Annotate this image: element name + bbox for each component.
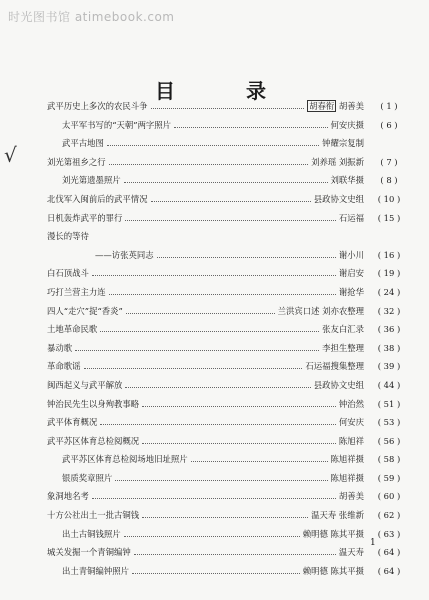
toc-entry-title: 闽西起义与武平解放 (47, 379, 123, 390)
toc-leader-dots (100, 331, 319, 332)
toc-entry (0, 134, 429, 153)
check-mark-icon: √ (4, 143, 17, 167)
toc-entry-author: 钟治然 (338, 398, 364, 409)
toc-entry-author: 胡春衔 胡善美 (309, 101, 364, 111)
toc-entry-title: 武平苏区体育总检阅场地旧址照片 (62, 454, 188, 465)
toc-entry-page: ( 15 ) (377, 212, 401, 223)
toc-entry-page: ( 39 ) (377, 361, 401, 372)
toc-entry (0, 227, 429, 246)
toc-entry (0, 246, 429, 265)
toc-leader-dots (109, 164, 308, 165)
toc-entry-page: ( 44 ) (377, 379, 401, 390)
toc-entry-author: 兰洪宾口述 刘亦农整理 (277, 305, 364, 316)
toc-leader-dots (115, 480, 327, 481)
toc-entry-title: 银质奖章照片 (62, 472, 113, 483)
toc-entry-page: ( 7 ) (380, 156, 398, 167)
toc-leader-dots (109, 294, 336, 295)
toc-entry-page: ( 53 ) (377, 417, 401, 428)
toc-entry-author: 谢抢华 (338, 286, 364, 297)
toc-entry (0, 302, 429, 321)
toc-entry (0, 264, 429, 283)
toc-entry-author: 刘联华摄 (330, 175, 364, 186)
toc-entry (0, 320, 429, 339)
toc-entry-title: 革命歌谣 (47, 361, 81, 372)
toc-entry (0, 339, 429, 358)
toc-leader-dots (92, 498, 336, 499)
toc-leader-dots (124, 182, 328, 183)
toc-entry-author: 何安庆摄 (330, 119, 364, 130)
toc-entry-title: 出土古铜钱照片 (62, 528, 121, 539)
toc-entry (0, 562, 429, 581)
toc-entry-page: ( 36 ) (377, 324, 401, 335)
toc-entry (0, 376, 429, 395)
toc-entry-title: 白石顶战斗 (47, 268, 89, 279)
toc-entry-page: ( 51 ) (377, 398, 401, 409)
toc-entry-author: 何安庆 (338, 417, 364, 428)
toc-entry (0, 171, 429, 190)
toc-entry-author: 温天寿 (338, 547, 364, 558)
toc-leader-dots (142, 517, 308, 518)
toc-entry (0, 357, 429, 376)
toc-entry (0, 283, 429, 302)
toc-leader-dots (174, 127, 327, 128)
toc-entry-title: 城关发掘一个青铜编钟 (47, 547, 131, 558)
toc-entry (0, 487, 429, 506)
toc-entry-page: ( 62 ) (377, 510, 401, 521)
toc-entry-author: 谢小川 (338, 249, 364, 260)
page-number: 1 (370, 538, 376, 548)
toc-entry-title: 四人“走穴”捉“香炎” (47, 305, 123, 316)
toc-entry-author: 温天寿 张维新 (311, 510, 364, 521)
toc-entry (0, 506, 429, 525)
toc-entry-page: ( 38 ) (377, 342, 401, 353)
toc-entry (0, 450, 429, 469)
toc-leader-dots (92, 275, 336, 276)
toc-entry (0, 469, 429, 488)
toc-leader-dots (191, 461, 328, 462)
toc-entry-page: ( 63 ) (377, 528, 401, 539)
toc-entry-title: 刘光第遗墨照片 (62, 175, 121, 186)
toc-leader-dots (75, 350, 319, 351)
toc-entry-author: 钟耀宗复制 (322, 138, 364, 149)
toc-entry-author: 刘养瑶 刘振新 (311, 156, 364, 167)
toc-entry (0, 395, 429, 414)
toc-leader-dots (151, 201, 311, 202)
boxed-author-name: 胡春衔 (309, 101, 335, 111)
toc-entry-page: ( 8 ) (380, 175, 398, 186)
toc-leader-dots (124, 536, 300, 537)
toc-entry-title: 钟治民先生以身殉教事略 (47, 398, 140, 409)
toc-entry (0, 432, 429, 451)
toc-leader-dots (107, 145, 319, 146)
toc-entry-page: ( 1 ) (380, 101, 398, 111)
toc-entry-page: ( 19 ) (377, 268, 401, 279)
toc-entry-author: 陈旭祥摄 (330, 454, 364, 465)
toc-entry-title: 北伐军入闽前后的武平情况 (47, 193, 148, 204)
toc-entry-title: 武平体育概况 (47, 417, 98, 428)
toc-leader-dots (84, 368, 303, 369)
toc-entry-title: 太平军书写的“天朝”两字照片 (62, 119, 172, 130)
toc-entry-page: ( 60 ) (377, 491, 401, 502)
page-title: 目 录 (155, 79, 298, 103)
toc-entry-page: ( 6 ) (380, 119, 398, 130)
toc-entry (0, 153, 429, 172)
toc-entry-author: 谢启安 (338, 268, 364, 279)
toc-entry-page: ( 32 ) (377, 305, 401, 316)
toc-entry-title: ——访张英同志 (95, 249, 154, 260)
toc-leader-dots (142, 443, 336, 444)
toc-entry (0, 413, 429, 432)
toc-leader-dots (134, 554, 336, 555)
toc-leader-dots (100, 424, 336, 425)
toc-entry (0, 116, 429, 135)
toc-entry-page: ( 64 ) (377, 565, 401, 576)
toc-entry-author: 陈旭祥摄 (330, 472, 364, 483)
toc-entry-page: ( 16 ) (377, 249, 401, 260)
toc-entry-author: 胡善美 (338, 491, 364, 502)
toc-entry-author: 石运福 (338, 212, 364, 223)
toc-entry-title: 日机轰炸武平的罪行 (47, 212, 123, 223)
toc-entry (0, 190, 429, 209)
toc-entry-title: 出土青铜编钟照片 (62, 565, 129, 576)
toc-entry-page: ( 58 ) (377, 454, 401, 465)
toc-entry-page: ( 56 ) (377, 435, 401, 446)
toc-entry (0, 209, 429, 228)
toc-entry-page: ( 64 ) (377, 547, 401, 558)
toc-entry-page: ( 59 ) (377, 472, 401, 483)
toc-leader-dots (142, 406, 336, 407)
toc-entry (0, 525, 429, 544)
watermark: 时光图书馆 atimebook.com (8, 10, 175, 24)
toc-entry-page: ( 10 ) (377, 193, 401, 204)
toc-leader-dots (126, 313, 275, 314)
toc-entry-author: 张友白汇录 (322, 324, 364, 335)
toc-leader-dots (151, 108, 305, 109)
toc-entry-title: 漫长的等待 (47, 231, 89, 242)
table-of-contents (0, 97, 429, 580)
toc-entry-title: 十方公社出土一批古铜钱 (47, 510, 140, 521)
toc-entry-author: 石运福搜集整理 (305, 361, 364, 372)
toc-leader-dots (132, 573, 300, 574)
toc-entry-author: 李担生整理 (322, 342, 364, 353)
toc-entry-page: ( 24 ) (377, 286, 401, 297)
toc-entry-author: 县政协文史组 (313, 379, 364, 390)
toc-entry-author: 县政协文史组 (313, 193, 364, 204)
toc-entry-title: 巧打兰营主力连 (47, 286, 106, 297)
toc-leader-dots (125, 220, 336, 221)
toc-entry (0, 97, 429, 116)
toc-entry-title: 暴动歌 (47, 342, 73, 353)
toc-entry-title: 刘光第祖乡之行 (47, 156, 106, 167)
toc-entry-author: 赖明德 陈其平摄 (302, 565, 364, 576)
toc-entry (0, 543, 429, 562)
toc-entry-title: 武平古地图 (62, 138, 104, 149)
toc-entry-title: 武平历史上多次的农民斗争 (47, 101, 148, 111)
toc-entry-author: 赖明德 陈其平摄 (302, 528, 364, 539)
toc-entry-title: 土地革命民歌 (47, 324, 98, 335)
toc-entry-title: 武平苏区体育总检阅概况 (47, 435, 140, 446)
toc-entry-title: 象洞地名考 (47, 491, 89, 502)
toc-entry-author: 陈旭祥 (338, 435, 364, 446)
toc-leader-dots (125, 387, 310, 388)
toc-leader-dots (157, 257, 336, 258)
